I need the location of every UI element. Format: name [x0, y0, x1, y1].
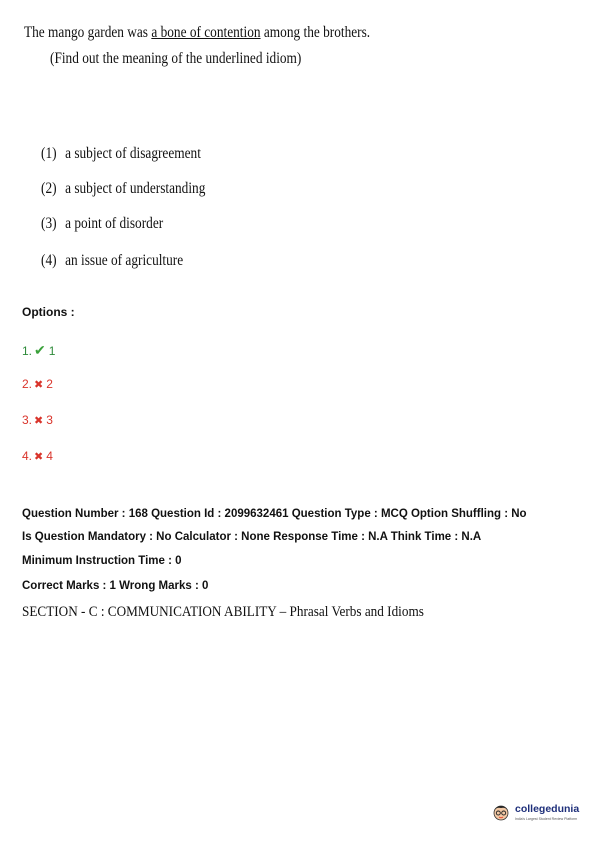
choice-text: a subject of understanding [65, 180, 206, 197]
question-text-before: The mango garden was [24, 24, 152, 41]
choice-number: (1) [41, 145, 57, 162]
check-icon: ✔ [34, 342, 46, 358]
option-value: 1 [48, 344, 56, 358]
choice-text: a subject of disagreement [65, 145, 201, 162]
choice-4 [41, 252, 183, 270]
underlined-idiom: a bone of contention [151, 24, 261, 41]
logo-tagline: India's Largest Student Review Platform [515, 817, 578, 821]
option-prefix: 2. [22, 377, 33, 391]
choice-text: a point of disorder [65, 215, 164, 232]
question-text [24, 24, 370, 42]
cross-icon: ✖ [34, 451, 44, 463]
option-value: 4 [46, 449, 53, 463]
question-meta-line-3: Minimum Instruction Time : 0 [22, 555, 182, 567]
question-meta-line-4: Correct Marks : 1 Wrong Marks : 0 [22, 580, 209, 592]
question-meta-line-1: Question Number : 168 Question Id : 2099632461 Question Type : MCQ Option Shuffling : No [22, 508, 527, 520]
choice-text: an issue of agriculture [65, 252, 184, 269]
option-3 [22, 413, 53, 427]
choice-2 [41, 180, 205, 198]
option-1 [22, 342, 55, 359]
options-heading: Options : [22, 305, 75, 319]
option-prefix: 1. [22, 344, 33, 358]
choice-number: (3) [41, 215, 57, 232]
option-value: 3 [46, 413, 53, 427]
question-meta-line-2: Is Question Mandatory : No Calculator : None Response Time : N.A Think Time : N.A [22, 531, 482, 543]
section-title: SECTION - C : COMMUNICATION ABILITY – Phrasal Verbs and Idioms [22, 604, 424, 620]
option-value: 2 [46, 377, 53, 391]
choice-number: (4) [41, 252, 57, 269]
question-instruction: (Find out the meaning of the underlined idiom) [50, 50, 302, 67]
collegedunia-logo [491, 800, 580, 828]
choice-number: (2) [41, 180, 57, 197]
choice-3 [41, 215, 163, 233]
option-prefix: 4. [22, 449, 33, 463]
mascot-icon [491, 802, 511, 822]
question-text-after: among the brothers. [260, 24, 371, 41]
option-2 [22, 377, 53, 391]
cross-icon: ✖ [34, 415, 44, 427]
choice-1 [41, 145, 201, 163]
option-4 [22, 449, 53, 463]
cross-icon: ✖ [34, 379, 44, 391]
logo-name: collegedunia [515, 803, 580, 815]
option-prefix: 3. [22, 413, 33, 427]
